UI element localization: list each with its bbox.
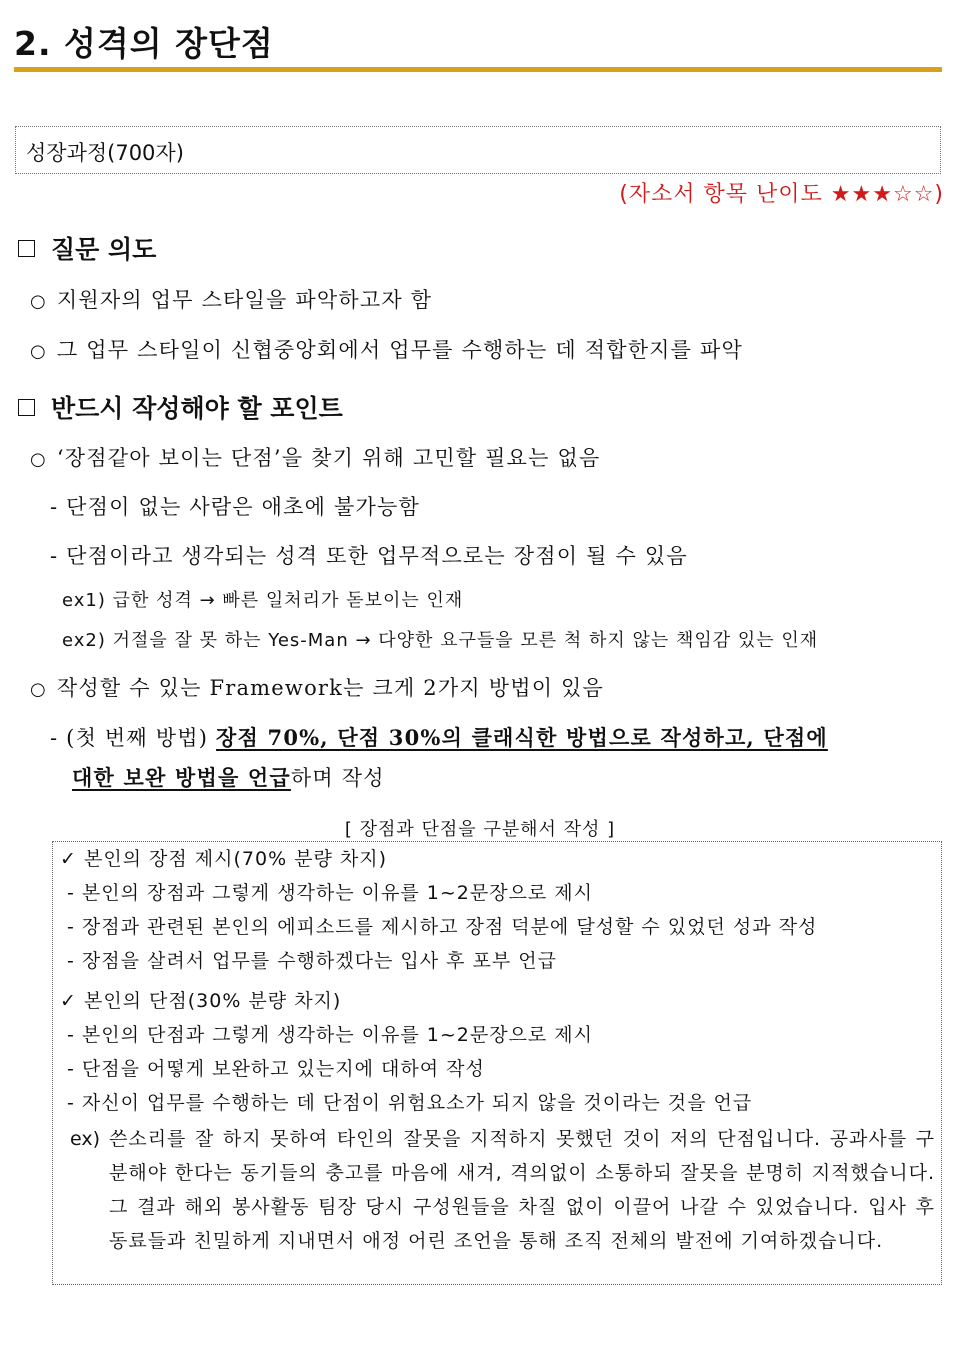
strength-title: ✓ 본인의 장점 제시(70% 분량 차지) — [60, 848, 388, 870]
list-item: - 본인의 장점과 그렇게 생각하는 이유를 1~2문장으로 제시 — [67, 882, 594, 904]
list-item-text: 작성할 수 있는 Framework는 크게 2가지 방법이 있음 — [56, 676, 605, 700]
method-line-1 — [50, 722, 828, 752]
list-item: - 장점과 관련된 본인의 에피소드를 제시하고 장점 덕분에 달성할 수 있었던 성과 작성 — [67, 916, 818, 938]
list-item — [30, 442, 600, 472]
sub-item: - 단점이라고 생각되는 성격 또한 업무적으로는 장점이 될 수 있음 — [50, 544, 688, 568]
example-line: ex2) 거절을 잘 못 하는 Yes-Man → 다양한 요구들을 모른 척 하지 않는 책임감 있는 인재 — [62, 630, 819, 651]
list-item: - 자신이 업무를 수행하는 데 단점이 위험요소가 되지 않을 것이라는 것을 언급 — [67, 1092, 753, 1114]
example-box — [52, 841, 942, 1285]
title-rule — [14, 67, 942, 72]
example-line: ex1) 급한 성격 → 빠른 일처리가 돋보이는 인재 — [62, 590, 464, 611]
section-heading-points — [16, 389, 343, 425]
example-label: ex) — [70, 1128, 101, 1150]
list-item-text: 지원자의 업무 스타일을 파악하고자 함 — [56, 288, 433, 312]
circle-bullet-icon: ○ — [30, 679, 47, 700]
weakness-title: ✓ 본인의 단점(30% 분량 차지) — [60, 990, 342, 1012]
method-suffix: 하며 작성 — [290, 766, 385, 790]
list-item — [30, 672, 604, 702]
sub-item: - 단점이 없는 사람은 애초에 불가능함 — [50, 495, 420, 519]
circle-bullet-icon: ○ — [30, 449, 47, 470]
question-text: 성장과정(700자) — [26, 141, 184, 165]
example-paragraph: 쓴소리를 잘 하지 못하여 타인의 잘못을 지적하지 못했던 것이 저의 단점입니다. 공과사를 구분해야 한다는 동기들의 충고를 마음에 새겨, 격의없이 소통하되 잘못을 분명히 지적했습니다. 그 결과 해외 봉사활동 팀장 당시 구성원들을 차질 없이 이끌어 나갈 수 있었습니다. 입사 후 동료들과 친밀하게 지내면서 애정 어린 조언을 통해 조직 전체의 발전에 기여하겠습니다. — [109, 1128, 935, 1252]
list-item: - 장점을 살려서 업무를 수행하겠다는 입사 후 포부 언급 — [67, 950, 557, 972]
difficulty-rating: (자소서 항목 난이도 ★★★☆☆) — [619, 182, 944, 207]
question-box — [15, 126, 941, 174]
list-item: - 본인의 단점과 그렇게 생각하는 이유를 1~2문장으로 제시 — [67, 1024, 594, 1046]
method-line-2 — [72, 762, 385, 792]
square-bullet-icon — [18, 399, 35, 416]
section-heading-intent — [16, 230, 156, 266]
list-item — [30, 284, 432, 314]
list-item-text: ‘장점같아 보이는 단점’을 찾기 위해 고민할 필요는 없음 — [56, 446, 601, 470]
circle-bullet-icon: ○ — [30, 341, 47, 362]
circle-bullet-icon: ○ — [30, 291, 47, 312]
section-heading-text: 반드시 작성해야 할 포인트 — [51, 394, 343, 423]
page-title: 2. 성격의 장단점 — [14, 24, 274, 63]
section-heading-text: 질문 의도 — [51, 235, 157, 264]
method-emphasis: 대한 보완 방법을 언급 — [72, 765, 291, 790]
example-caption: [ 장점과 단점을 구분해서 작성 ] — [344, 819, 616, 840]
method-emphasis: 장점 70%, 단점 30%의 클래식한 방법으로 작성하고, 단점에 — [216, 725, 828, 750]
list-item: - 단점을 어떻게 보완하고 있는지에 대하여 작성 — [67, 1058, 485, 1080]
list-item — [30, 334, 743, 364]
square-bullet-icon — [18, 240, 35, 257]
list-item-text: 그 업무 스타일이 신협중앙회에서 업무를 수행하는 데 적합한지를 파악 — [56, 338, 744, 362]
method-prefix: - (첫 번째 방법) — [50, 726, 209, 750]
